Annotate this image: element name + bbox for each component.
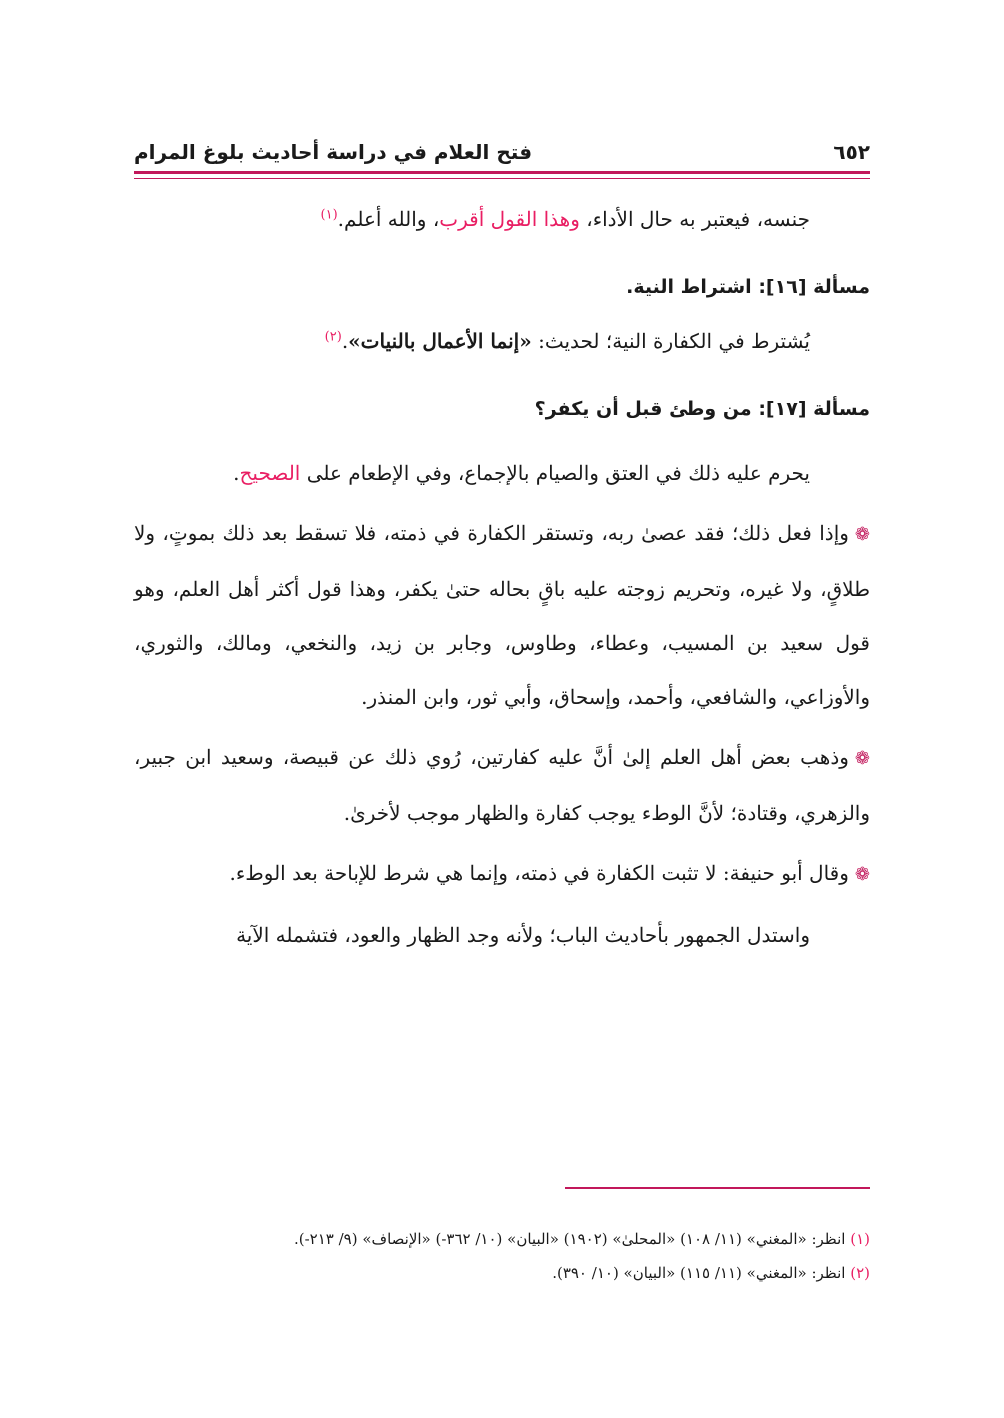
section-heading-16 (134, 260, 870, 314)
footnote-mark: (٢) (850, 1264, 870, 1282)
highlight-text: وهذا القول أقرب (439, 207, 580, 231)
heading-title: اشتراط النية. (626, 276, 759, 298)
heading-label: مسألة [١٧]: (758, 398, 870, 420)
footnote-ref-2[interactable]: (٢) (324, 329, 342, 345)
paragraph-evidence: واستدل الجمهور بأحاديث الباب؛ ولأنه وجد الظهار والعود، فتشمله الآية (236, 923, 810, 947)
heading-title: من وطئ قبل أن يكفر؟ (534, 398, 759, 420)
footnote-separator (565, 1187, 870, 1189)
paragraph-ruling: يحرم عليه ذلك في العتق والصيام بالإجماع، وفي الإطعام على الصحيح. (233, 461, 810, 485)
running-header (134, 128, 870, 164)
paragraph-majority-view: ❁وإذا فعل ذلك؛ فقد عصىٰ ربه، وتستقر الكفارة في ذمته، فلا تسقط بعد ذلك بموتٍ، ولا طلاقٍ، ولا غيره، وتحريم زوجته عليه باقٍ بحاله حتىٰ يكفر، وهذا قول أكثر أهل العلم، وهو قول سعيد بن المسيب، وعطاء، وطاوس، وجابر بن زيد، والنخعي، ومالك، والثوري، والأوزاعي، والشافعي، وأحمد، وإسحاق، وأبي ثور، وابن المنذر. (134, 521, 870, 709)
flower-bullet-icon: ❁ (854, 524, 870, 545)
page-number: ٦٥٢ (833, 140, 870, 164)
paragraph-two-expiations: ❁وذهب بعض أهل العلم إلىٰ أنَّ عليه كفارتين، رُوي ذلك عن قبيصة، وسعيد ابن جبير، والزهري، وقتادة؛ لأنَّ الوطء يوجب كفارة والظهار موجب لأخرىٰ. (134, 745, 870, 825)
footnote-mark: (١) (850, 1230, 870, 1248)
header-rule-thin (134, 178, 870, 179)
footnotes (134, 1222, 870, 1290)
section-heading-17 (134, 382, 870, 436)
paragraph-continuation: جنسه، فيعتبر به حال الأداء، وهذا القول أقرب، والله أعلم.$^{(١)}$ (320, 207, 810, 231)
footnote-1: (١) انظر: «المغني» (١١/ ١٠٨) «المحلىٰ» (١٩٠٢) «البيان» (١٠/ ٣٦٢-) «الإنصاف» (٩/ ٢١٣-). (293, 1230, 870, 1248)
header-rule-thick (134, 171, 870, 174)
highlight-text: الصحيح (239, 461, 301, 485)
flower-bullet-icon: ❁ (854, 748, 870, 769)
paragraph-niyyah: يُشترط في الكفارة النية؛ لحديث: «إنما الأعمال بالنيات».$^{(٢)}$ (324, 329, 810, 353)
footnote-2: (٢) انظر: «المغني» (١١/ ١١٥) «البيان» (١٠/ ٣٩٠). (552, 1264, 870, 1282)
main-text (134, 192, 870, 962)
hadith-quote: «إنما الأعمال بالنيات» (348, 329, 532, 353)
paragraph-abu-hanifa: ❁وقال أبو حنيفة: لا تثبت الكفارة في ذمته، وإنما هي شرط للإباحة بعد الوطء. (229, 861, 870, 885)
book-title: فتح العلام في دراسة أحاديث بلوغ المرام (134, 140, 533, 164)
flower-bullet-icon: ❁ (854, 864, 870, 885)
footnote-ref-1[interactable]: (١) (320, 207, 338, 223)
heading-label: مسألة [١٦]: (758, 276, 870, 298)
